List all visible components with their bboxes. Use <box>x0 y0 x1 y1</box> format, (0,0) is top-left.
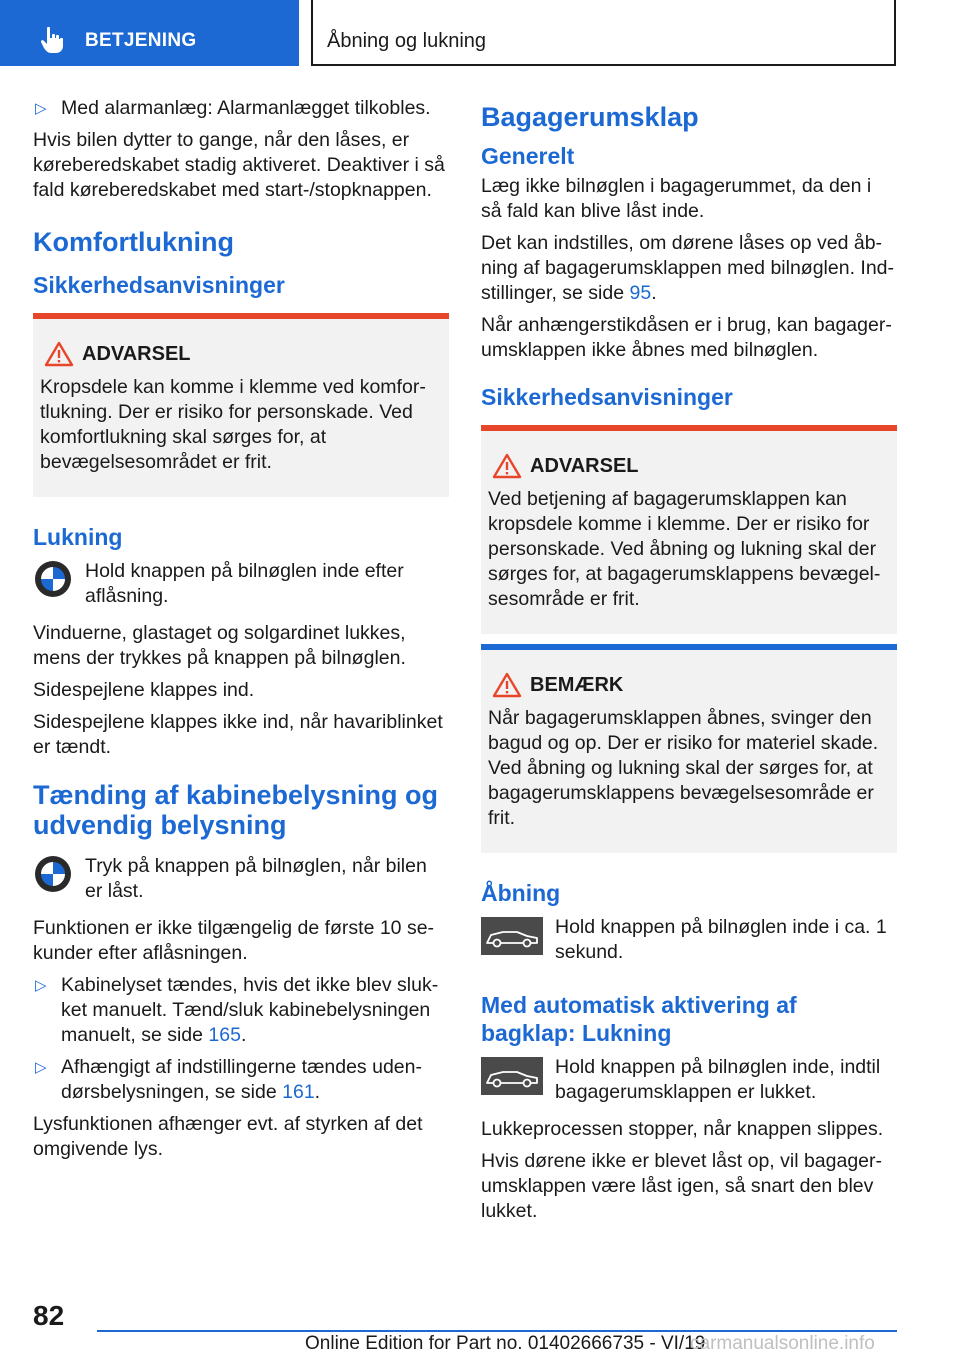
watermark: carmanualsonline.info <box>690 1333 875 1354</box>
paragraph: Sidespejlene klappes ind. <box>33 679 255 701</box>
warning-triangle-icon <box>492 672 522 698</box>
list-item: ▷ Afhængigt af indstillingerne tændes udendørsbelysningen, se side 161. <box>35 1056 422 1103</box>
warning-title <box>40 341 441 367</box>
paragraph: Det kan indstilles, om dørene låses op ved åbning af bagagerumsklappen med bilnøglen. Indstillinger, se side 95. <box>481 232 895 304</box>
heading-komfortlukning: Komfortlukning <box>33 227 234 257</box>
paragraph-text: Det kan indstilles, om dørene låses op ved åbning af bagagerumsklappen med bilnøglen. Indstillinger, se side <box>481 232 895 304</box>
warning-title <box>488 453 889 479</box>
section-tab[interactable] <box>0 0 299 66</box>
page-link[interactable]: 161 <box>282 1081 315 1103</box>
hand-pointer-icon <box>40 26 66 54</box>
notice-box <box>481 644 897 853</box>
warning-box <box>481 425 897 634</box>
key-instruction-text: Hold knappen på bilnøglen inde i ca. 1 sekund. <box>555 916 887 963</box>
key-instruction-row <box>481 915 897 965</box>
page-link[interactable]: 95 <box>629 282 652 304</box>
heading-sikkerhedsanvisninger: Sikkerhedsanvisninger <box>481 384 733 410</box>
paragraph: Læg ikke bilnøglen i bagagerummet, da den i så fald kan blive låst inde. <box>481 175 872 222</box>
paragraph: Når anhængerstikdåsen er i brug, kan bagagerumsklappen ikke åbnes med bilnøglen. <box>481 314 892 361</box>
heading-generelt: Generelt <box>481 143 575 169</box>
list-item-text: Afhængigt af indstillingerne tændes udendørsbelysningen, se side <box>61 1056 422 1103</box>
warning-triangle-icon <box>492 453 522 479</box>
key-instruction-row <box>33 854 449 904</box>
key-instruction-text: Tryk på knappen på bilnøglen, når bilen er låst. <box>85 855 427 902</box>
page-title-tab <box>311 0 896 66</box>
triangle-bullet-icon: ▷ <box>35 100 47 117</box>
paragraph: Funktionen er ikke tilgængelig de første 10 sekunder efter aflåsningen. <box>33 917 435 964</box>
list-item-text: Kabinelyset tændes, hvis det ikke blev slukket manuelt. Tænd/sluk kabinebelysningen manuelt, se side <box>61 974 439 1046</box>
left-column <box>33 96 449 1169</box>
key-instruction-row <box>33 559 449 609</box>
warning-triangle-icon <box>44 341 74 367</box>
warning-title-text: ADVARSEL <box>82 342 191 365</box>
page-number: 82 <box>33 1300 65 1331</box>
paragraph: Lukkeprocessen stopper, når knappen slippes. <box>481 1118 884 1140</box>
page-link[interactable]: 165 <box>208 1024 241 1046</box>
warning-body: Ved betjening af bagagerumsklappen kan kropsdele komme i klemme. Der er risiko for personskade. Ved åbning og lukning skal der sørges for, at bagagerumsklappens bevægelsesområde er frit. <box>488 488 881 610</box>
list-item-text: Med alarmanlæg: Alarmanlægget tilkobles. <box>61 97 431 119</box>
paragraph: Vinduerne, glastaget og solgardinet lukkes, mens der trykkes på knappen på bilnøglen. <box>33 622 406 669</box>
triangle-bullet-icon: ▷ <box>35 977 47 994</box>
notice-title-text: BEMÆRK <box>530 673 624 696</box>
paragraph: Hvis dørene ikke er blevet låst op, vil bagagerumsklappen være låst igen, så snart den blev lukket. <box>481 1150 883 1222</box>
heading-taending: Tænding af kabinebelysning og udvendig belysning <box>33 780 439 840</box>
list-item <box>33 96 449 121</box>
bmw-key-icon <box>33 559 73 599</box>
key-instruction-text: Hold knappen på bilnøglen inde efter aflåsning. <box>85 560 404 607</box>
edition-text: Online Edition for Part no. 01402666735 - VI/19 <box>305 1333 706 1354</box>
notice-title <box>488 672 889 698</box>
paragraph: Sidespejlene klappes ikke ind, når havariblinket er tændt. <box>33 711 443 758</box>
warning-box <box>33 313 449 497</box>
car-tailgate-icon <box>481 1057 543 1095</box>
warning-body: Kropsdele kan komme i klemme ved komfortlukning. Der er risiko for personskade. Ved komfortlukning skal sørges for, at bevægelsesområdet er frit. <box>40 376 426 473</box>
car-tailgate-icon <box>481 917 543 955</box>
bmw-key-icon <box>33 854 73 894</box>
heading-automatisk-bagklap: Med automatisk aktivering af bagklap: Lukning <box>481 992 797 1046</box>
warning-title-text: ADVARSEL <box>530 454 639 477</box>
key-instruction-row <box>481 1055 897 1105</box>
paragraph: Hvis bilen dytter to gange, når den låses, er køreberedskabet stadig aktiveret. Deaktiver i så fald køreberedskabet med start-/stopknappen. <box>33 129 445 201</box>
triangle-bullet-icon: ▷ <box>35 1059 47 1076</box>
heading-aabning: Åbning <box>481 880 561 906</box>
key-instruction-text: Hold knappen på bilnøglen inde, indtil bagagerumsklappen er lukket. <box>555 1056 881 1103</box>
heading-bagagerumsklap: Bagagerumsklap <box>481 102 699 132</box>
notice-body: Når bagagerumsklappen åbnes, svinger den bagud og op. Der er risiko for materiel skade. Ved åbning og lukning skal der sørges for, at bagagerumsklappens bevægelsesområde er frit. <box>488 707 879 829</box>
right-column <box>481 88 897 1231</box>
list-item: ▷ Kabinelyset tændes, hvis det ikke blev slukket manuelt. Tænd/sluk kabinebelysningen manuelt, se side 165. <box>35 974 439 1046</box>
page-header <box>0 0 960 66</box>
page-title: Åbning og lukning <box>327 30 487 52</box>
section-tab-label: BETJENING <box>85 30 197 51</box>
heading-sikkerhedsanvisninger: Sikkerhedsanvisninger <box>33 272 285 298</box>
paragraph: Lysfunktionen afhænger evt. af styrken af det omgivende lys. <box>33 1113 423 1160</box>
heading-lukning: Lukning <box>33 524 123 550</box>
footer-divider <box>97 1330 897 1332</box>
